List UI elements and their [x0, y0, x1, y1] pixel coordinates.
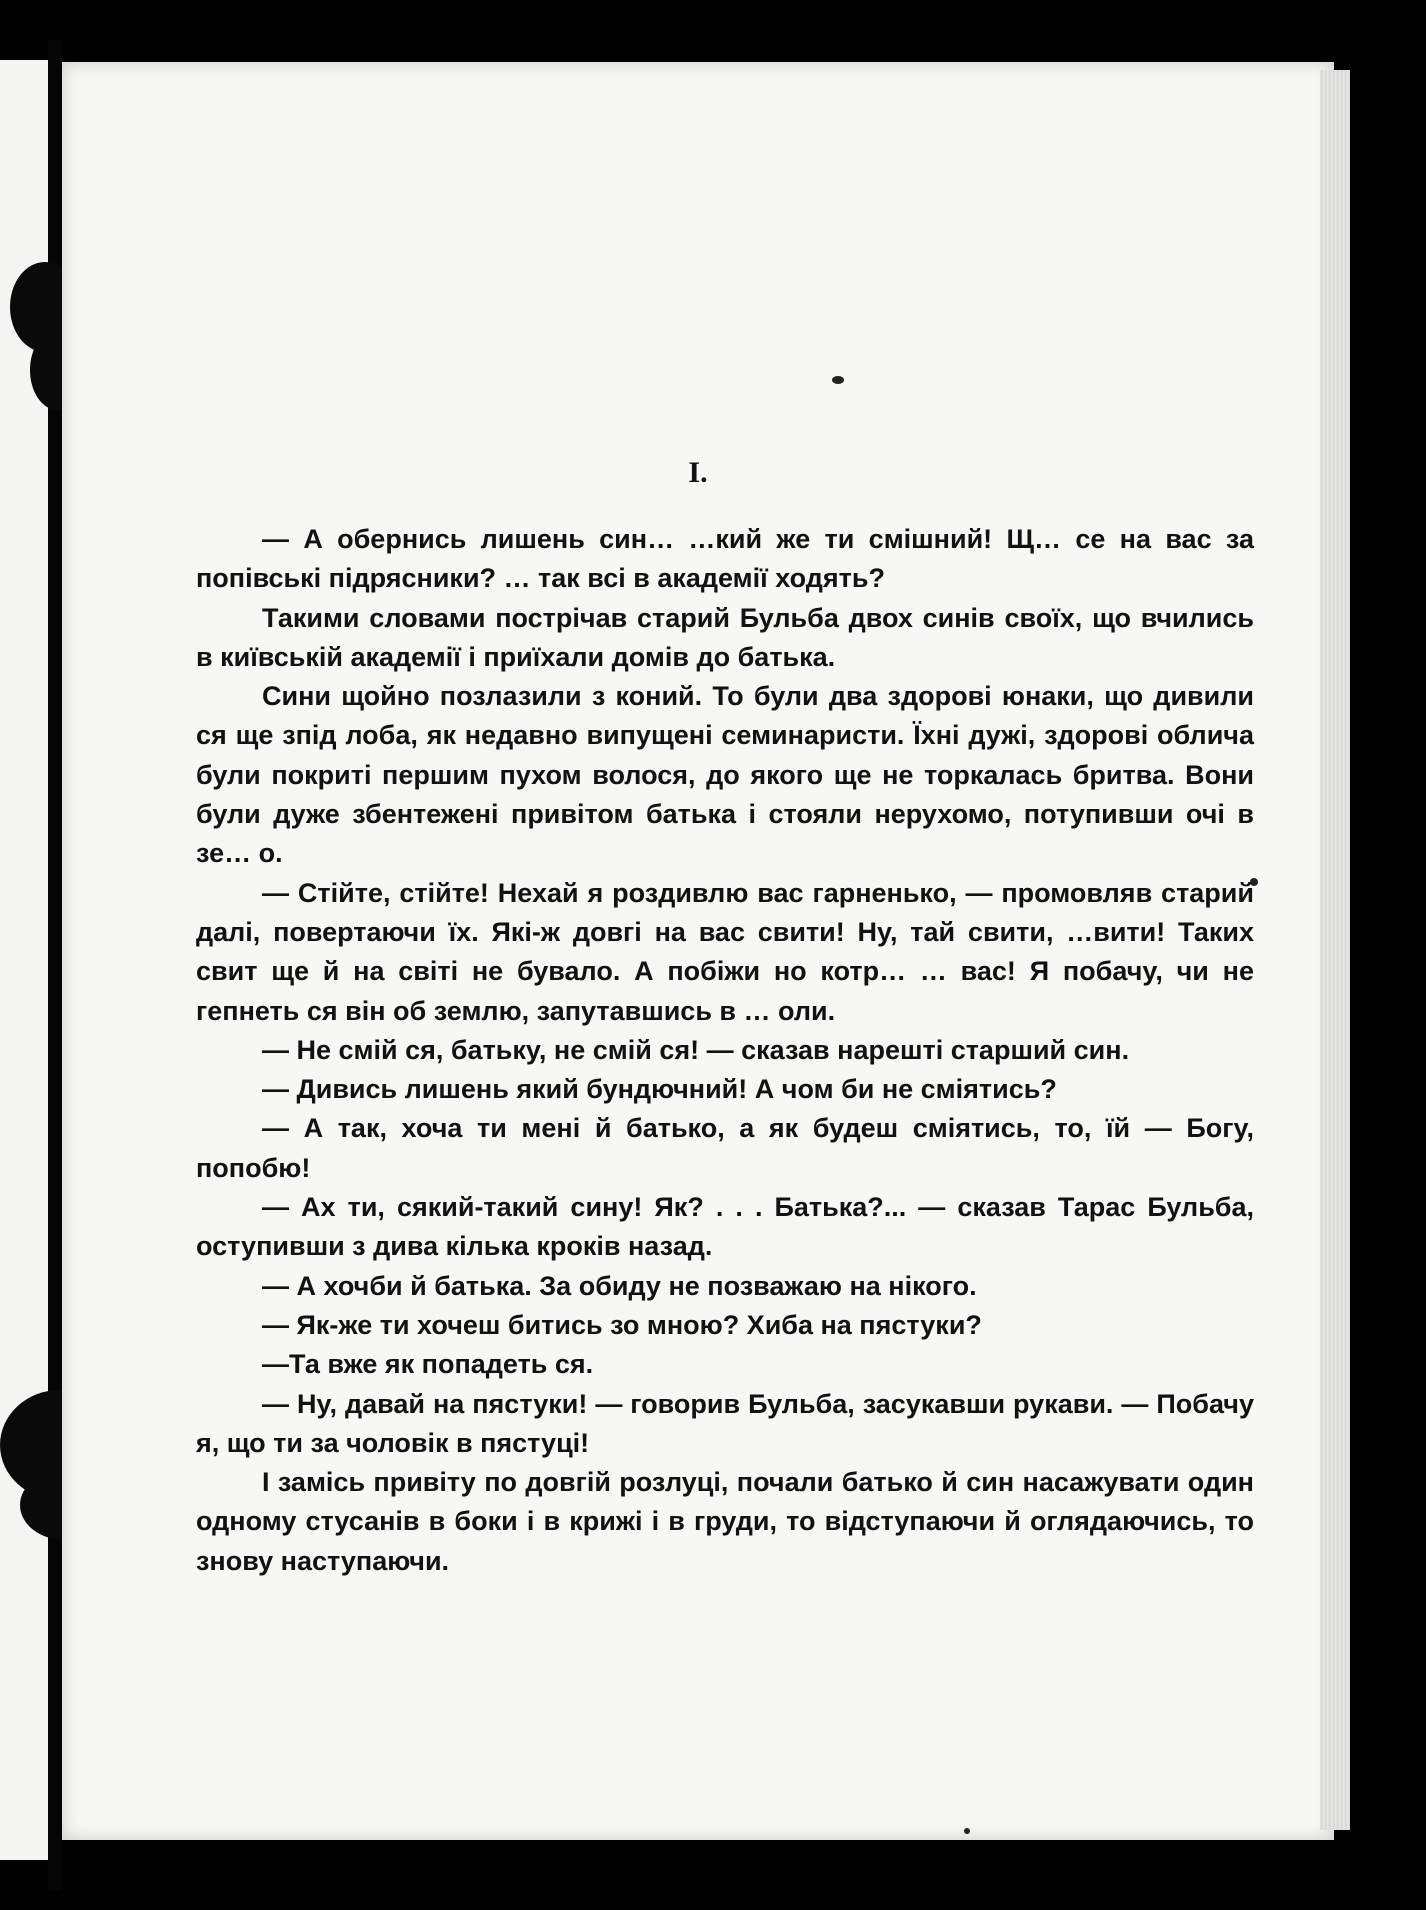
page-speck [832, 376, 844, 384]
paragraph: — А так, хоча ти мені й батько, а як будеш сміятись, то, їй — Богу, попобю! [196, 1113, 1254, 1183]
paragraph: — Ну, давай на пястуки! — говорив Бульба, засукавши рукави. — Побачу я, що ти за чоловік в пястуці! [196, 1388, 1254, 1458]
paragraph: Такими словами пострічав старий Бульба двох синів своїх, що вчились в київській академії і приїхали домів до батька. [196, 602, 1254, 672]
paragraph: — Не смій ся, батьку, не смій ся! — сказав нарешті старший син. [262, 1034, 1130, 1065]
paragraph: — А хочби й батька. За обиду не позважаю на нікого. [262, 1270, 977, 1301]
paragraph: — А обернись лишень син… …кий же ти смішний! Щ… се на вас за попівські підрясники? … так всі в академії ходять? [196, 524, 1254, 594]
paragraph: І замісь привіту по довгій розлуці, почали батько й син насажувати один одному стусанів в боки і в крижі і в груди, то відступаючи й оглядаючись, то знову наступаючи. [196, 1467, 1254, 1576]
paragraph: —Та вже як попадеть ся. [262, 1349, 594, 1380]
chapter-number: I. [688, 456, 708, 489]
paragraph: — Ах ти, сякий-такий сину! Як? . . . Батька?... — сказав Тарас Бульба, оступивши з дива кілька кроків назад. [196, 1192, 1254, 1262]
book-page [62, 62, 1334, 1840]
paragraph: — Дивись лишень який бундючний! А чом би не сміятись? [262, 1074, 1057, 1105]
paragraph: Сини щойно позлазили з коний. То були два здорові юнаки, що дивили ся ще зпід лоба, як недавно випущені семинаристи. Їхні дужі, здорові облича були покриті першим пухом волося, до якого ще не торкалась бритва. Вони були дуже збентежені привітом батька і стояли нерухомо, потупивши очі в зе… о. [196, 681, 1254, 869]
page-speck [964, 1828, 970, 1834]
paragraph: — Як-же ти хочеш битись зо мною? Хиба на пястуки? [262, 1309, 982, 1340]
chapter-text [196, 520, 1254, 1581]
paragraph: — Стійте, стійте! Нехай я роздивлю вас гарненько, — промовляв старий далі, повертаючи їх. Які-ж довгі на вас свити! Ну, тай свити, …вити! Таких свит ще й на світі не бувало. А побіжи но котр… … вас! Я побачу, чи не гепнеть ся він об землю, запутавшись в … оли. [196, 877, 1254, 1026]
page-stack-edge [1320, 70, 1350, 1830]
